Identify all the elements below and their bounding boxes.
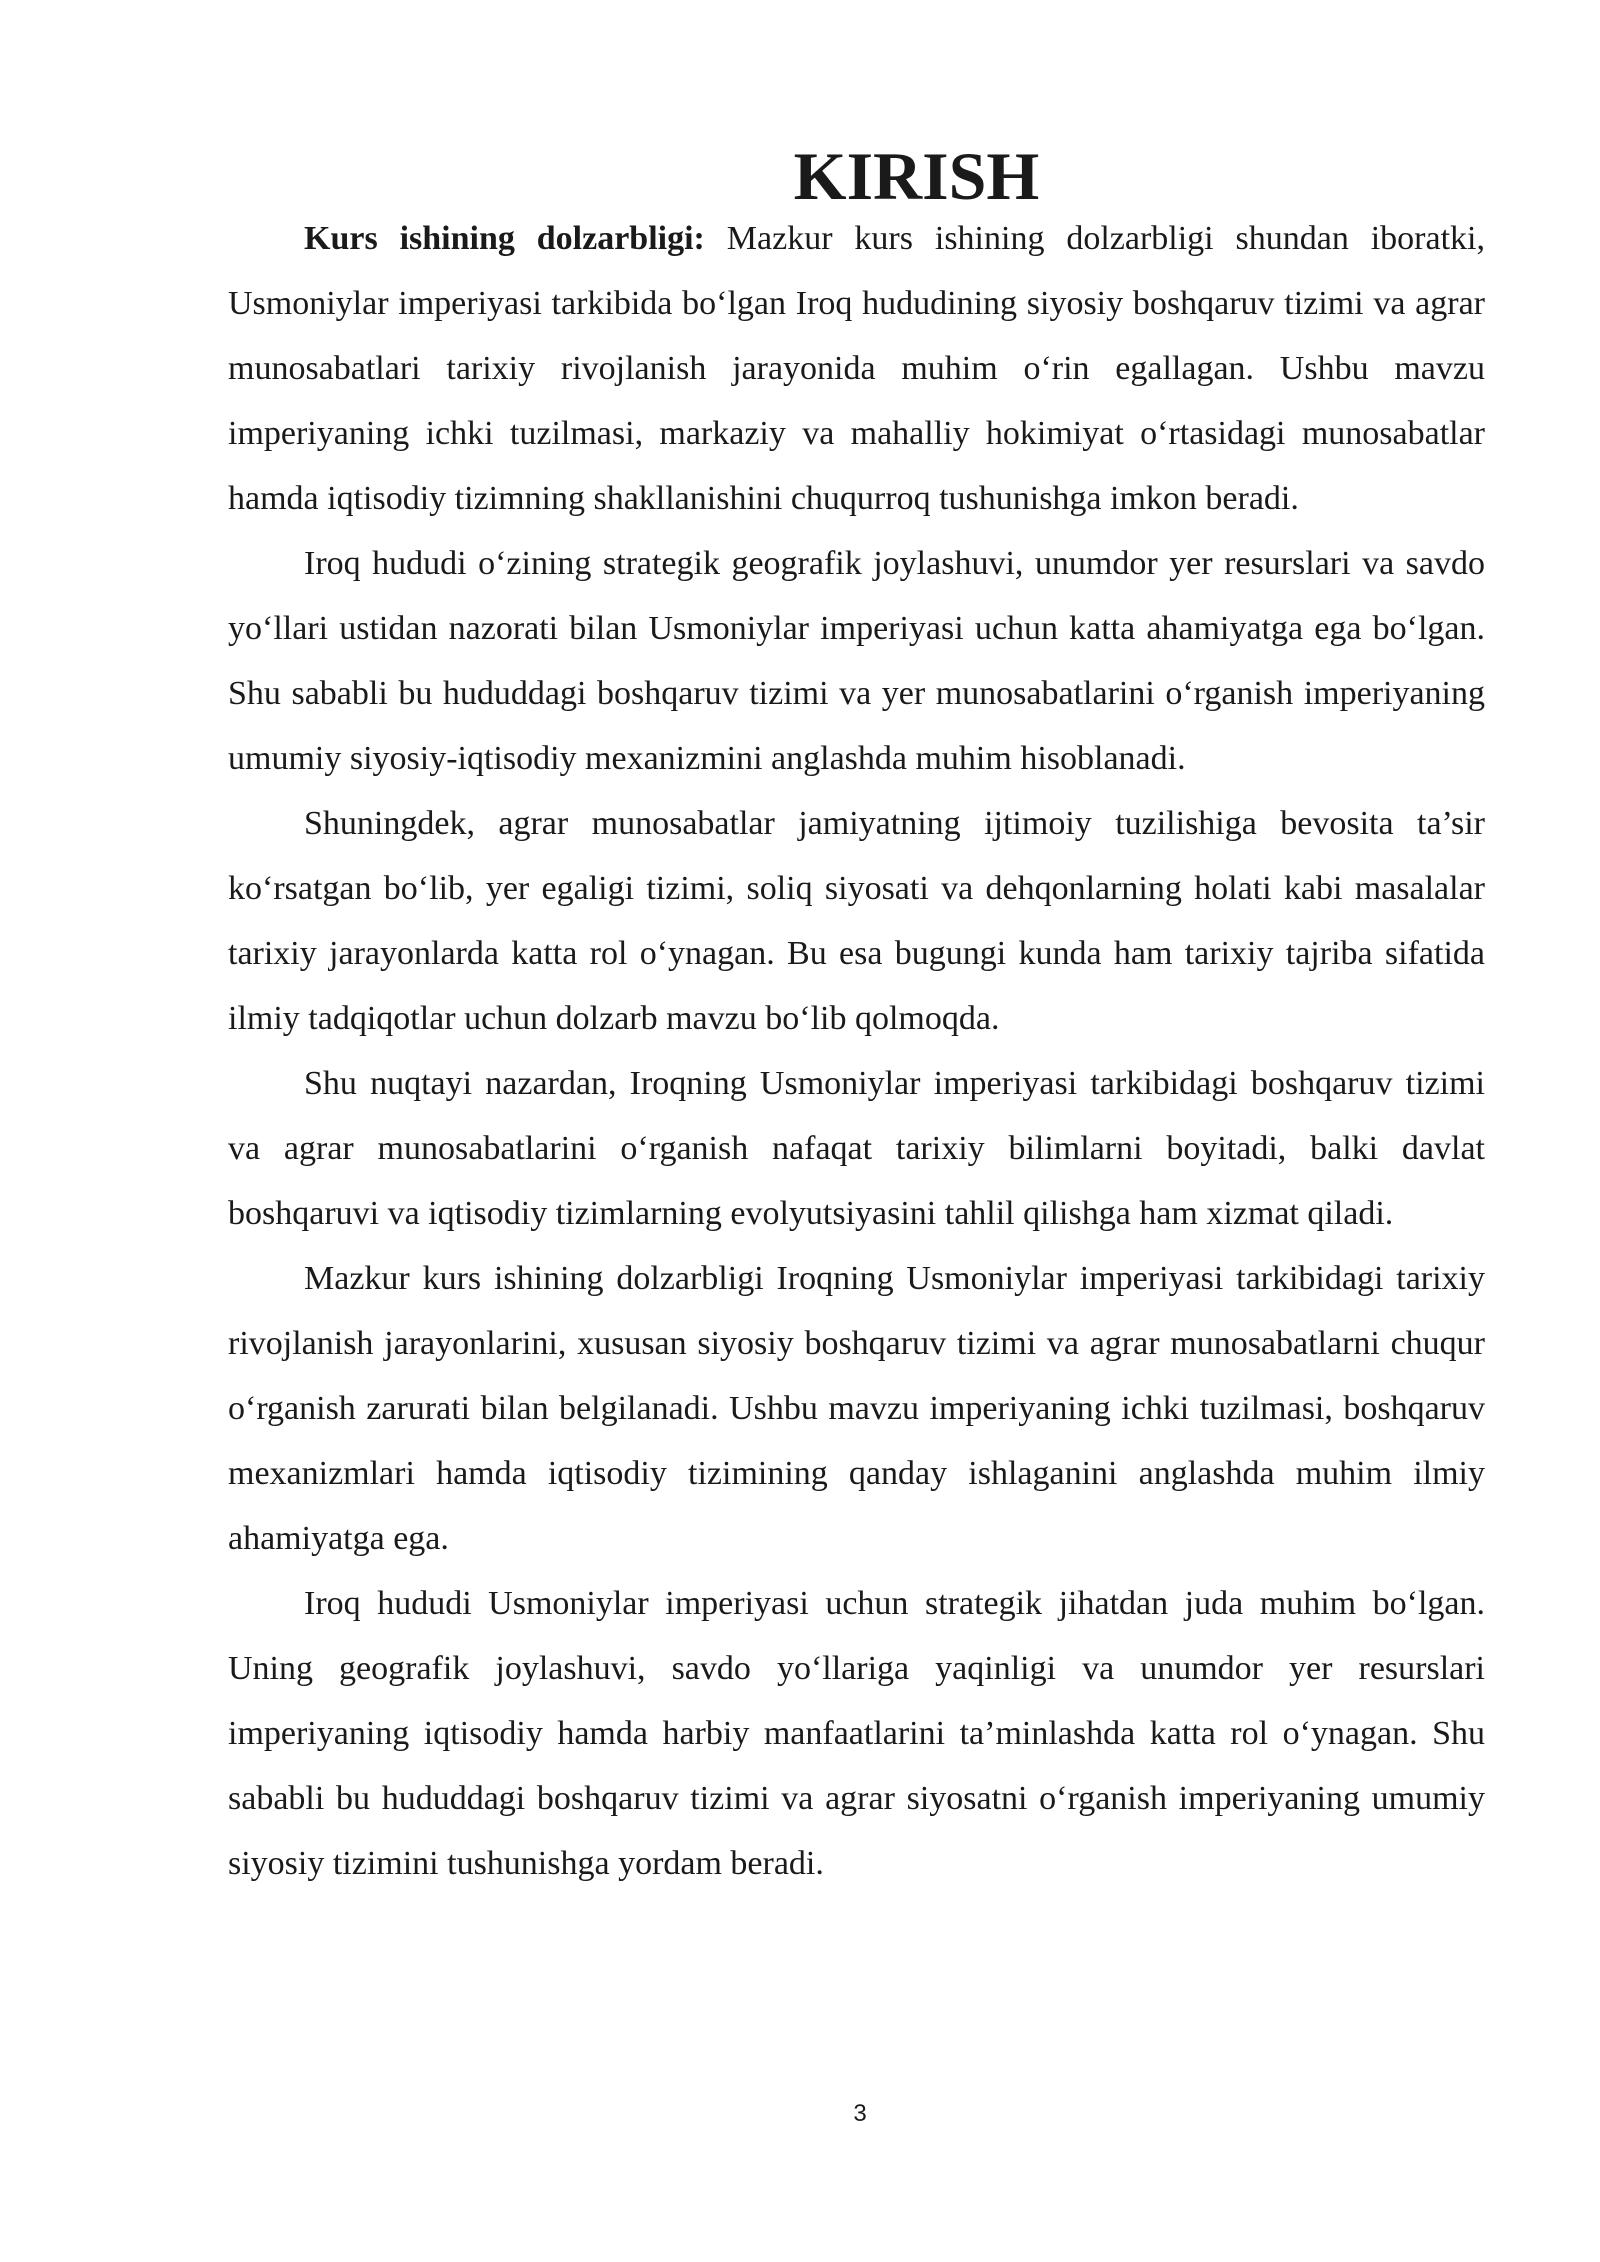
paragraph-lead-heading: Kurs ishining dolzarbligi: bbox=[304, 220, 705, 257]
paragraph: Mazkur kurs ishining dolzarbligi Iroqning Usmoniylar imperiyasi tarkibidagi tarixiy rivojlanish jarayonlarini, xususan siyosiy boshqaruv tizimi va agrar munosabatlarni chuqur o‘rganish zarurati bilan belgilanadi. Ushbu mavzu imperiyaning ichki tuzilmasi, boshqaruv mexanizmlari hamda iqtisodiy tizimining qanday ishlaganini anglashda muhim ilmiy ahamiyatga ega. bbox=[228, 1260, 1485, 1557]
page-number: 3 bbox=[853, 2100, 867, 2127]
paragraph: Iroq hududi Usmoniylar imperiyasi uchun strategik jihatdan juda muhim bo‘lgan. Uning geografik joylashuvi, savdo yo‘llariga yaqinligi va unumdor yer resurslari imperiyaning iqtisodiy hamda harbiy manfaatlarini ta’minlashda katta rol o‘ynagan. Shu sababli bu hududdagi boshqaruv tizimi va agrar siyosatni o‘rganish imperiyaning umumiy siyosiy tizimini tushunishga yordam beradi. bbox=[228, 1585, 1485, 1882]
section-title: KIRISH bbox=[793, 138, 1040, 214]
paragraph-relevance bbox=[228, 206, 1485, 531]
paragraph: Shu nuqtayi nazardan, Iroqning Usmoniylar imperiyasi tarkibidagi boshqaruv tizimi va agrar munosabatlarini o‘rganish nafaqat tarixiy bilimlarni boyitadi, balki davlat boshqaruvi va iqtisodiy tizimlarning evolyutsiyasini tahlil qilishga ham xizmat qiladi. bbox=[228, 1065, 1485, 1232]
paragraph: Shuningdek, agrar munosabatlar jamiyatning ijtimoiy tuzilishiga bevosita ta’sir ko‘rsatgan bo‘lib, yer egaligi tizimi, soliq siyosati va dehqonlarning holati kabi masalalar tarixiy jarayonlarda katta rol o‘ynagan. Bu esa bugungi kunda ham tarixiy tajriba sifatida ilmiy tadqiqotlar uchun dolzarb mavzu bo‘lib qolmoqda. bbox=[228, 805, 1485, 1037]
paragraph: Iroq hududi o‘zining strategik geografik joylashuvi, unumdor yer resurslari va savdo yo‘llari ustidan nazorati bilan Usmoniylar imperiyasi uchun katta ahamiyatga ega bo‘lgan. Shu sababli bu hududdagi boshqaruv tizimi va yer munosabatlarini o‘rganish imperiyaning umumiy siyosiy-iqtisodiy mexanizmini anglashda muhim hisoblanadi. bbox=[228, 545, 1485, 777]
page-content bbox=[228, 138, 1485, 1896]
paragraph-text: Mazkur kurs ishining dolzarbligi shundan iboratki, Usmoniylar imperiyasi tarkibida bo‘lgan Iroq hududining siyosiy boshqaruv tizimi va agrar munosabatlari tarixiy rivojlanish jarayonida muhim o‘rin egallagan. Ushbu mavzu imperiyaning ichki tuzilmasi, markaziy va mahalliy hokimiyat o‘rtasidagi munosabatlar hamda iqtisodiy tizimning shakllanishini chuqurroq tushunishga imkon beradi. bbox=[228, 220, 1485, 517]
